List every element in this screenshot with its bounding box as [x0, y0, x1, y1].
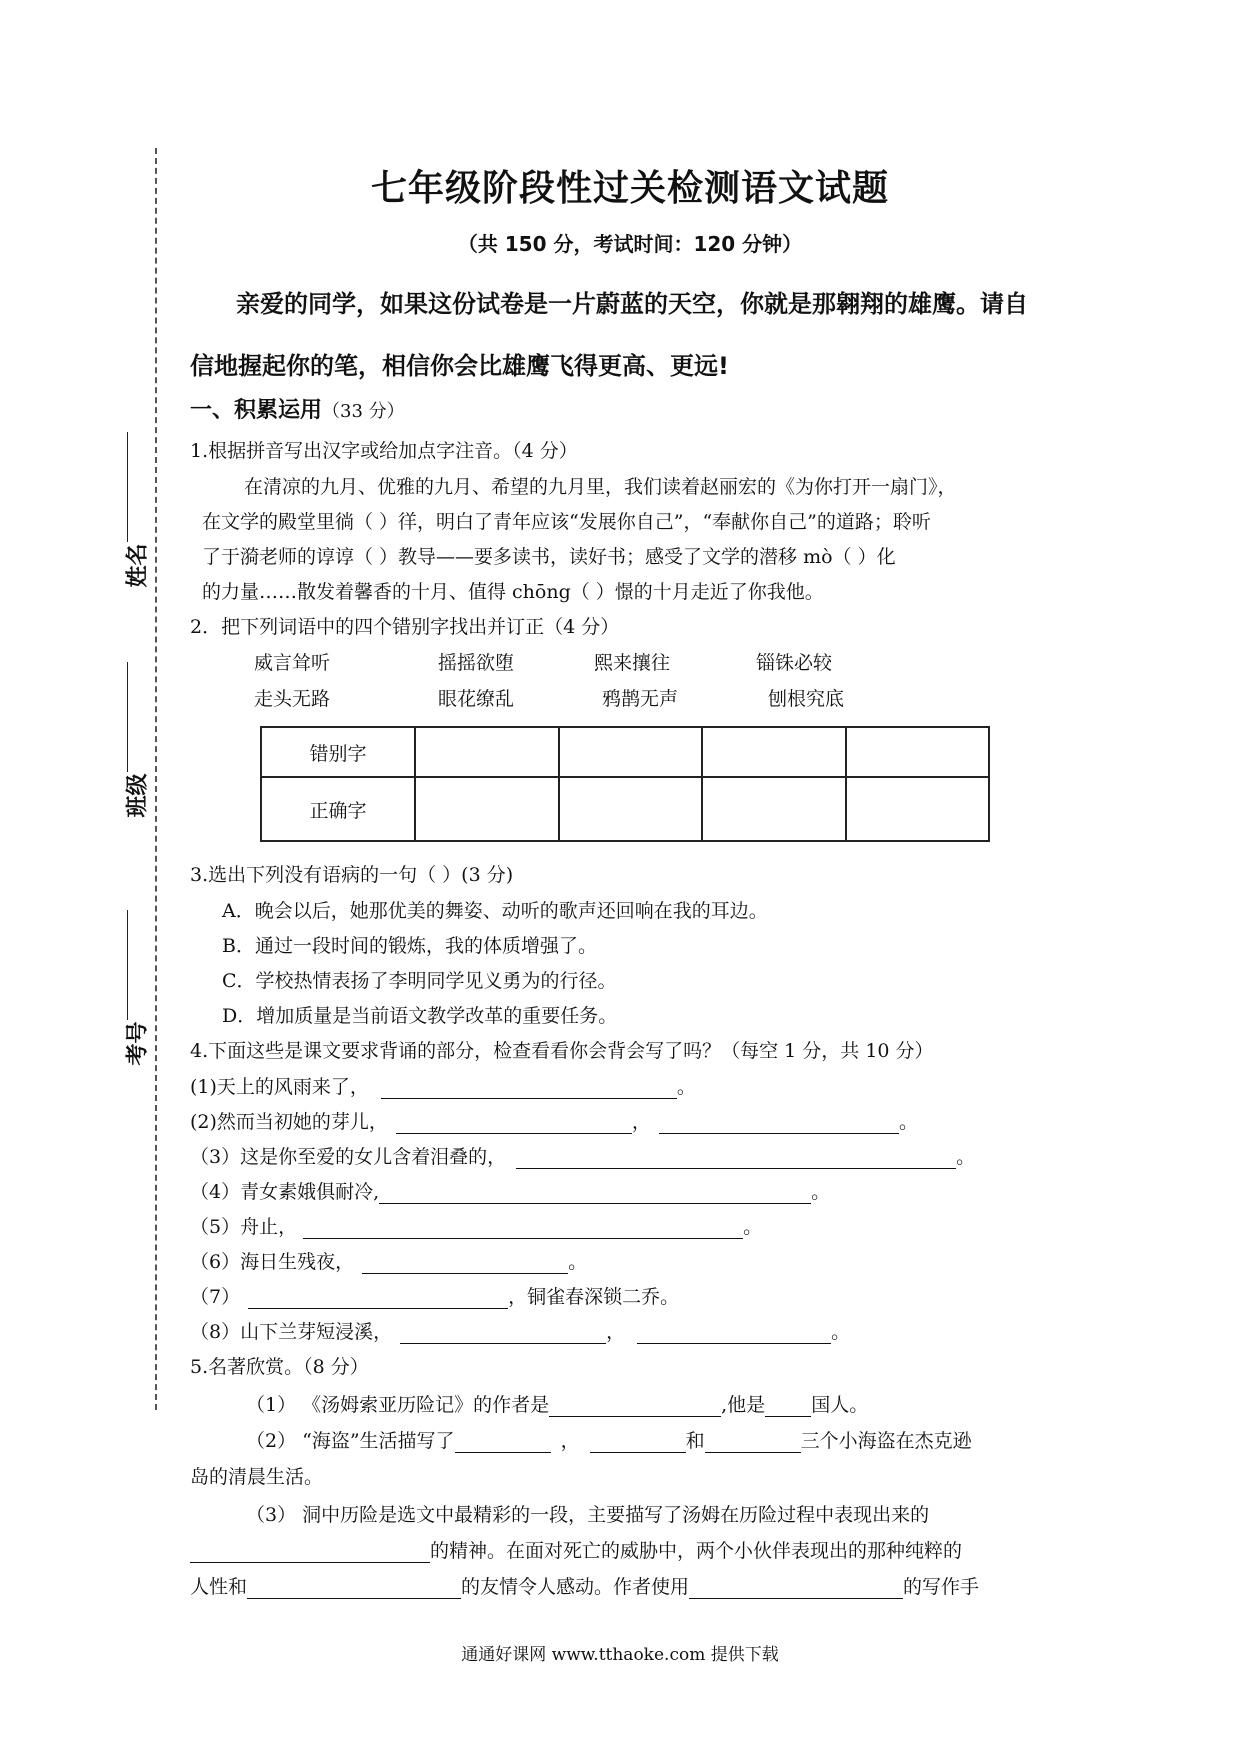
q5-part-3-line-1: （3） 洞中历险是选文中最精彩的一段，主要描写了汤姆在历险过程中表现出来的	[246, 1504, 930, 1526]
q4-period: 。	[568, 1251, 588, 1273]
q2-word: 眼花缭乱	[438, 688, 515, 710]
q5-prompt: 5.名著欣赏。（8 分）	[190, 1356, 369, 1378]
exam-number-field[interactable]	[92, 910, 152, 1070]
exam-number-underline[interactable]	[127, 910, 128, 1020]
q5-p3-text: 的精神。在面对死亡的威胁中，两个小伙伴表现出的那种纯粹的	[430, 1540, 963, 1562]
answer-blank[interactable]	[381, 1081, 677, 1099]
q5-p3-text: 的友情令人感动。作者使用	[461, 1576, 690, 1598]
answer-blank[interactable]	[590, 1435, 686, 1453]
answer-blank[interactable]	[516, 1151, 956, 1169]
q4-item-7	[190, 1286, 679, 1309]
answer-blank[interactable]	[362, 1256, 568, 1274]
table-row	[261, 777, 989, 841]
answer-blank[interactable]	[689, 1581, 903, 1599]
answer-blank[interactable]	[247, 1581, 461, 1599]
q5-part-2	[246, 1430, 972, 1453]
answer-blank[interactable]	[455, 1435, 551, 1453]
answer-blank[interactable]	[248, 1291, 508, 1309]
answer-blank[interactable]	[549, 1399, 721, 1417]
q1-line-4: 的力量……散发着馨香的十月、值得 chōng（ ）憬的十月走近了你我他。	[202, 581, 824, 603]
q1-prompt: 1.根据拼音写出汉字或给加点字注音。（4 分）	[190, 440, 578, 462]
answer-blank[interactable]	[190, 1545, 430, 1563]
correction-table	[260, 726, 990, 842]
q5-p1-text: ,他是	[721, 1394, 766, 1416]
q4-item-text: （6）海日生残夜，	[190, 1251, 355, 1273]
q3-option-b[interactable]: B．通过一段时间的锻炼，我的体质增强了。	[222, 935, 597, 957]
q4-item-4	[190, 1181, 830, 1204]
intro-line-1: 亲爱的同学，如果这份试卷是一片蔚蓝的天空，你就是那翱翔的雄鹰。请自	[236, 290, 1028, 318]
answer-blank[interactable]	[379, 1186, 811, 1204]
q2-word: 鸦鹊无声	[602, 688, 679, 710]
q4-item-2	[190, 1111, 918, 1134]
q5-part-1	[246, 1394, 868, 1417]
q4-item-tail: ，铜雀春深锁二乔。	[508, 1286, 680, 1308]
q3-option-a[interactable]: A．晚会以后，她那优美的舞姿、动听的歌声还回响在我的耳边。	[222, 900, 768, 922]
q5-p1-text: （1） 《汤姆索亚历险记》的作者是	[246, 1394, 550, 1416]
class-field[interactable]	[92, 662, 152, 822]
q4-item-text: （5）舟止，	[190, 1216, 298, 1238]
q5-p3-text: 人性和	[190, 1576, 248, 1598]
q4-period: 。	[831, 1321, 851, 1343]
q4-comma: ，	[631, 1111, 651, 1133]
q4-item-text: （7）	[190, 1286, 241, 1308]
exam-number-label: 考号	[125, 1021, 151, 1066]
q4-item-3	[190, 1146, 975, 1169]
q1-line-3: 了于漪老师的谆谆（ ）教导——要多读书，读好书；感受了文学的潜移 mò（ ）化	[202, 546, 896, 568]
q3-option-d[interactable]: D．增加质量是当前语文教学改革的重要任务。	[222, 1005, 618, 1027]
q4-prompt: 4.下面这些是课文要求背诵的部分，检查看看你会背会写了吗？（每空 1 分，共 10 分）	[190, 1040, 934, 1062]
answer-blank[interactable]	[659, 1116, 899, 1134]
q4-item-8	[190, 1321, 850, 1344]
q5-part-2-cont: 岛的清晨生活。	[190, 1466, 324, 1488]
q5-part-3-line-3	[190, 1576, 979, 1599]
name-underline[interactable]	[127, 432, 128, 542]
q1-line-1: 在清凉的九月、优雅的九月、希望的九月里，我们读着赵丽宏的《为你打开一扇门》，	[244, 476, 957, 498]
q4-period: 。	[743, 1216, 763, 1238]
answer-cell[interactable]	[415, 777, 559, 841]
name-field[interactable]	[92, 432, 152, 592]
q4-item-1	[190, 1076, 696, 1099]
name-label: 姓名	[125, 543, 151, 588]
q5-p3-text: 的写作手	[903, 1576, 980, 1598]
answer-blank[interactable]	[637, 1326, 831, 1344]
q4-item-text: （8）山下兰芽短浸溪，	[190, 1321, 393, 1343]
q5-p2-text: （2） “海盗”生活描写了	[246, 1430, 455, 1452]
answer-cell[interactable]	[702, 727, 846, 777]
page-title: 七年级阶段性过关检测语文试题	[370, 168, 889, 209]
q4-item-text: (2)然而当初她的芽儿，	[190, 1111, 388, 1133]
q5-p2-text: 和	[685, 1430, 705, 1452]
class-underline[interactable]	[127, 662, 128, 772]
intro-line-2: 信地握起你的笔，相信你会比雄鹰飞得更高、更远!	[190, 352, 729, 380]
q2-word: 刨根究底	[768, 688, 845, 710]
q5-p1-text: 国人。	[811, 1394, 869, 1416]
q5-p2-text: ，	[560, 1430, 580, 1452]
table-row	[261, 727, 989, 777]
wrong-char-header: 错别字	[261, 727, 415, 777]
binding-dashed-line	[155, 148, 157, 1410]
answer-cell[interactable]	[559, 727, 703, 777]
exam-info: （共 150 分，考试时间：120 分钟）	[457, 232, 803, 256]
q1-line-2: 在文学的殿堂里徜（ ）徉，明白了青年应该“发展你自己”，“奉献你自己”的道路；聆听	[202, 511, 931, 533]
q4-item-text: （4）青女素娥俱耐冷,	[190, 1181, 380, 1203]
answer-cell[interactable]	[846, 727, 990, 777]
q4-period: 。	[898, 1111, 918, 1133]
q4-item-text: （3）这是你至爱的女儿含着泪叠的，	[190, 1146, 507, 1168]
section-title: 一、积累运用	[190, 398, 323, 423]
q4-period: 。	[956, 1146, 976, 1168]
q2-prompt: 2．把下列词语中的四个错别字找出并订正（4 分）	[190, 616, 620, 638]
q4-comma: ，	[606, 1321, 626, 1343]
q2-word: 熙来攘往	[594, 652, 671, 674]
q5-part-3-line-2	[190, 1540, 962, 1563]
answer-blank[interactable]	[765, 1399, 811, 1417]
q2-word: 威言耸听	[254, 652, 331, 674]
q2-word: 摇摇欲堕	[438, 652, 515, 674]
class-label: 班级	[125, 773, 151, 818]
answer-blank[interactable]	[396, 1116, 632, 1134]
q4-item-5	[190, 1216, 762, 1239]
answer-cell[interactable]	[559, 777, 703, 841]
q4-period: 。	[676, 1076, 696, 1098]
section-score: （33 分）	[322, 401, 405, 422]
q4-period: 。	[811, 1181, 831, 1203]
q4-item-text: (1)天上的风雨来了，	[190, 1076, 369, 1098]
answer-blank[interactable]	[303, 1221, 743, 1239]
answer-cell[interactable]	[846, 777, 990, 841]
q2-word: 锱铢必较	[756, 652, 833, 674]
q4-item-6	[190, 1251, 587, 1274]
answer-blank[interactable]	[400, 1326, 606, 1344]
answer-cell[interactable]	[415, 727, 559, 777]
q2-word: 走头无路	[254, 688, 331, 710]
footer-credit: 通通好课网 www.tthaoke.com 提供下载	[461, 1645, 779, 1665]
section-heading	[190, 398, 405, 424]
q3-prompt: 3.选出下列没有语病的一句（ ）(3 分)	[190, 864, 514, 886]
q5-p2-text: 三个小海盗在杰克逊	[800, 1430, 972, 1452]
q3-option-c[interactable]: C．学校热情表扬了李明同学见义勇为的行径。	[222, 970, 617, 992]
answer-blank[interactable]	[705, 1435, 801, 1453]
correct-char-header: 正确字	[261, 777, 415, 841]
answer-cell[interactable]	[702, 777, 846, 841]
